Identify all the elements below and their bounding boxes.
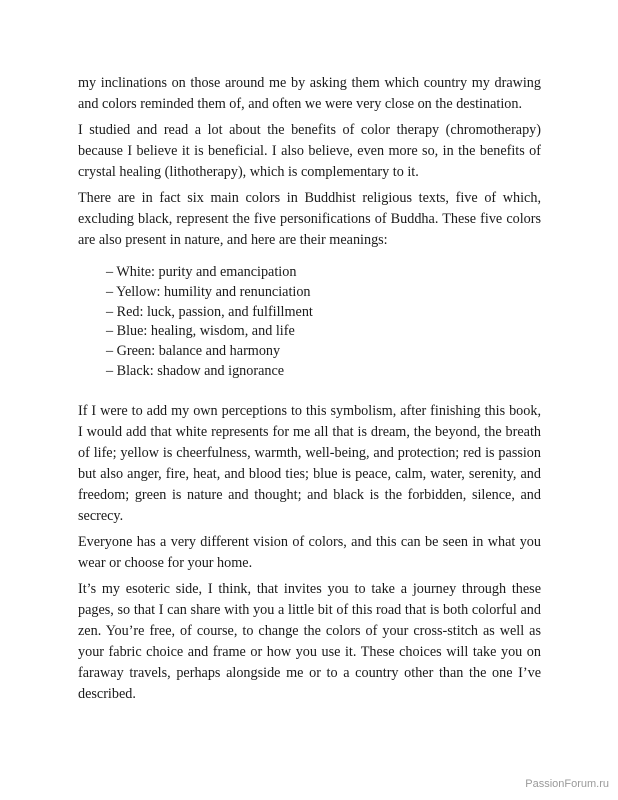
paragraph: I studied and read a lot about the benefits of color therapy (chromotherapy) because I believe it is beneficial. I also believe, even more so, in the benefits of crystal healing (lithotherapy), which is complementary to it. [78, 122, 541, 180]
list-item: – Blue: healing, wisdom, and life [106, 323, 295, 340]
list-item: – Yellow: humility and renunciation [106, 283, 311, 300]
paragraph: It’s my esoteric side, I think, that invites you to take a journey through these pages, so that I can share with you a little bit of this road that is both colorful and zen. You’re free, of course, to change the colors of your cross-stitch as well as your fabric choice and frame or how you use it. These choices will take you on faraway travels, perhaps alongside me or to a country other than the one I’ve described. [78, 580, 541, 702]
paragraph: There are in fact six main colors in Buddhist religious texts, five of which, excluding black, represent the five personifications of Buddha. These five colors are also present in nature, and here are their meanings: [78, 190, 541, 248]
watermark: PassionForum.ru [525, 778, 609, 790]
list-item: – White: purity and emancipation [106, 264, 297, 280]
list-item: – Green: balance and harmony [106, 343, 281, 360]
page-body [78, 73, 541, 710]
color-meanings-list [106, 263, 541, 382]
paragraph: my inclinations on those around me by asking them which country my drawing and colors reminded them of, and often we were very close on the destination. [78, 75, 541, 112]
list-item: – Red: luck, passion, and fulfillment [106, 303, 313, 320]
paragraph: If I were to add my own perceptions to this symbolism, after finishing this book, I would add that white represents for me all that is dream, the beyond, the breath of life; yellow is cheerfulness, warmth, well-being, and protection; red is passion but also anger, fire, heat, and blood ties; blue is peace, calm, water, serenity, and freedom; green is nature and thought; and black is the forbidden, silence, and secrecy. [78, 402, 541, 524]
list-item: – Black: shadow and ignorance [106, 362, 285, 379]
paragraph: Everyone has a very different vision of colors, and this can be seen in what you wear or choose for your home. [78, 533, 541, 571]
